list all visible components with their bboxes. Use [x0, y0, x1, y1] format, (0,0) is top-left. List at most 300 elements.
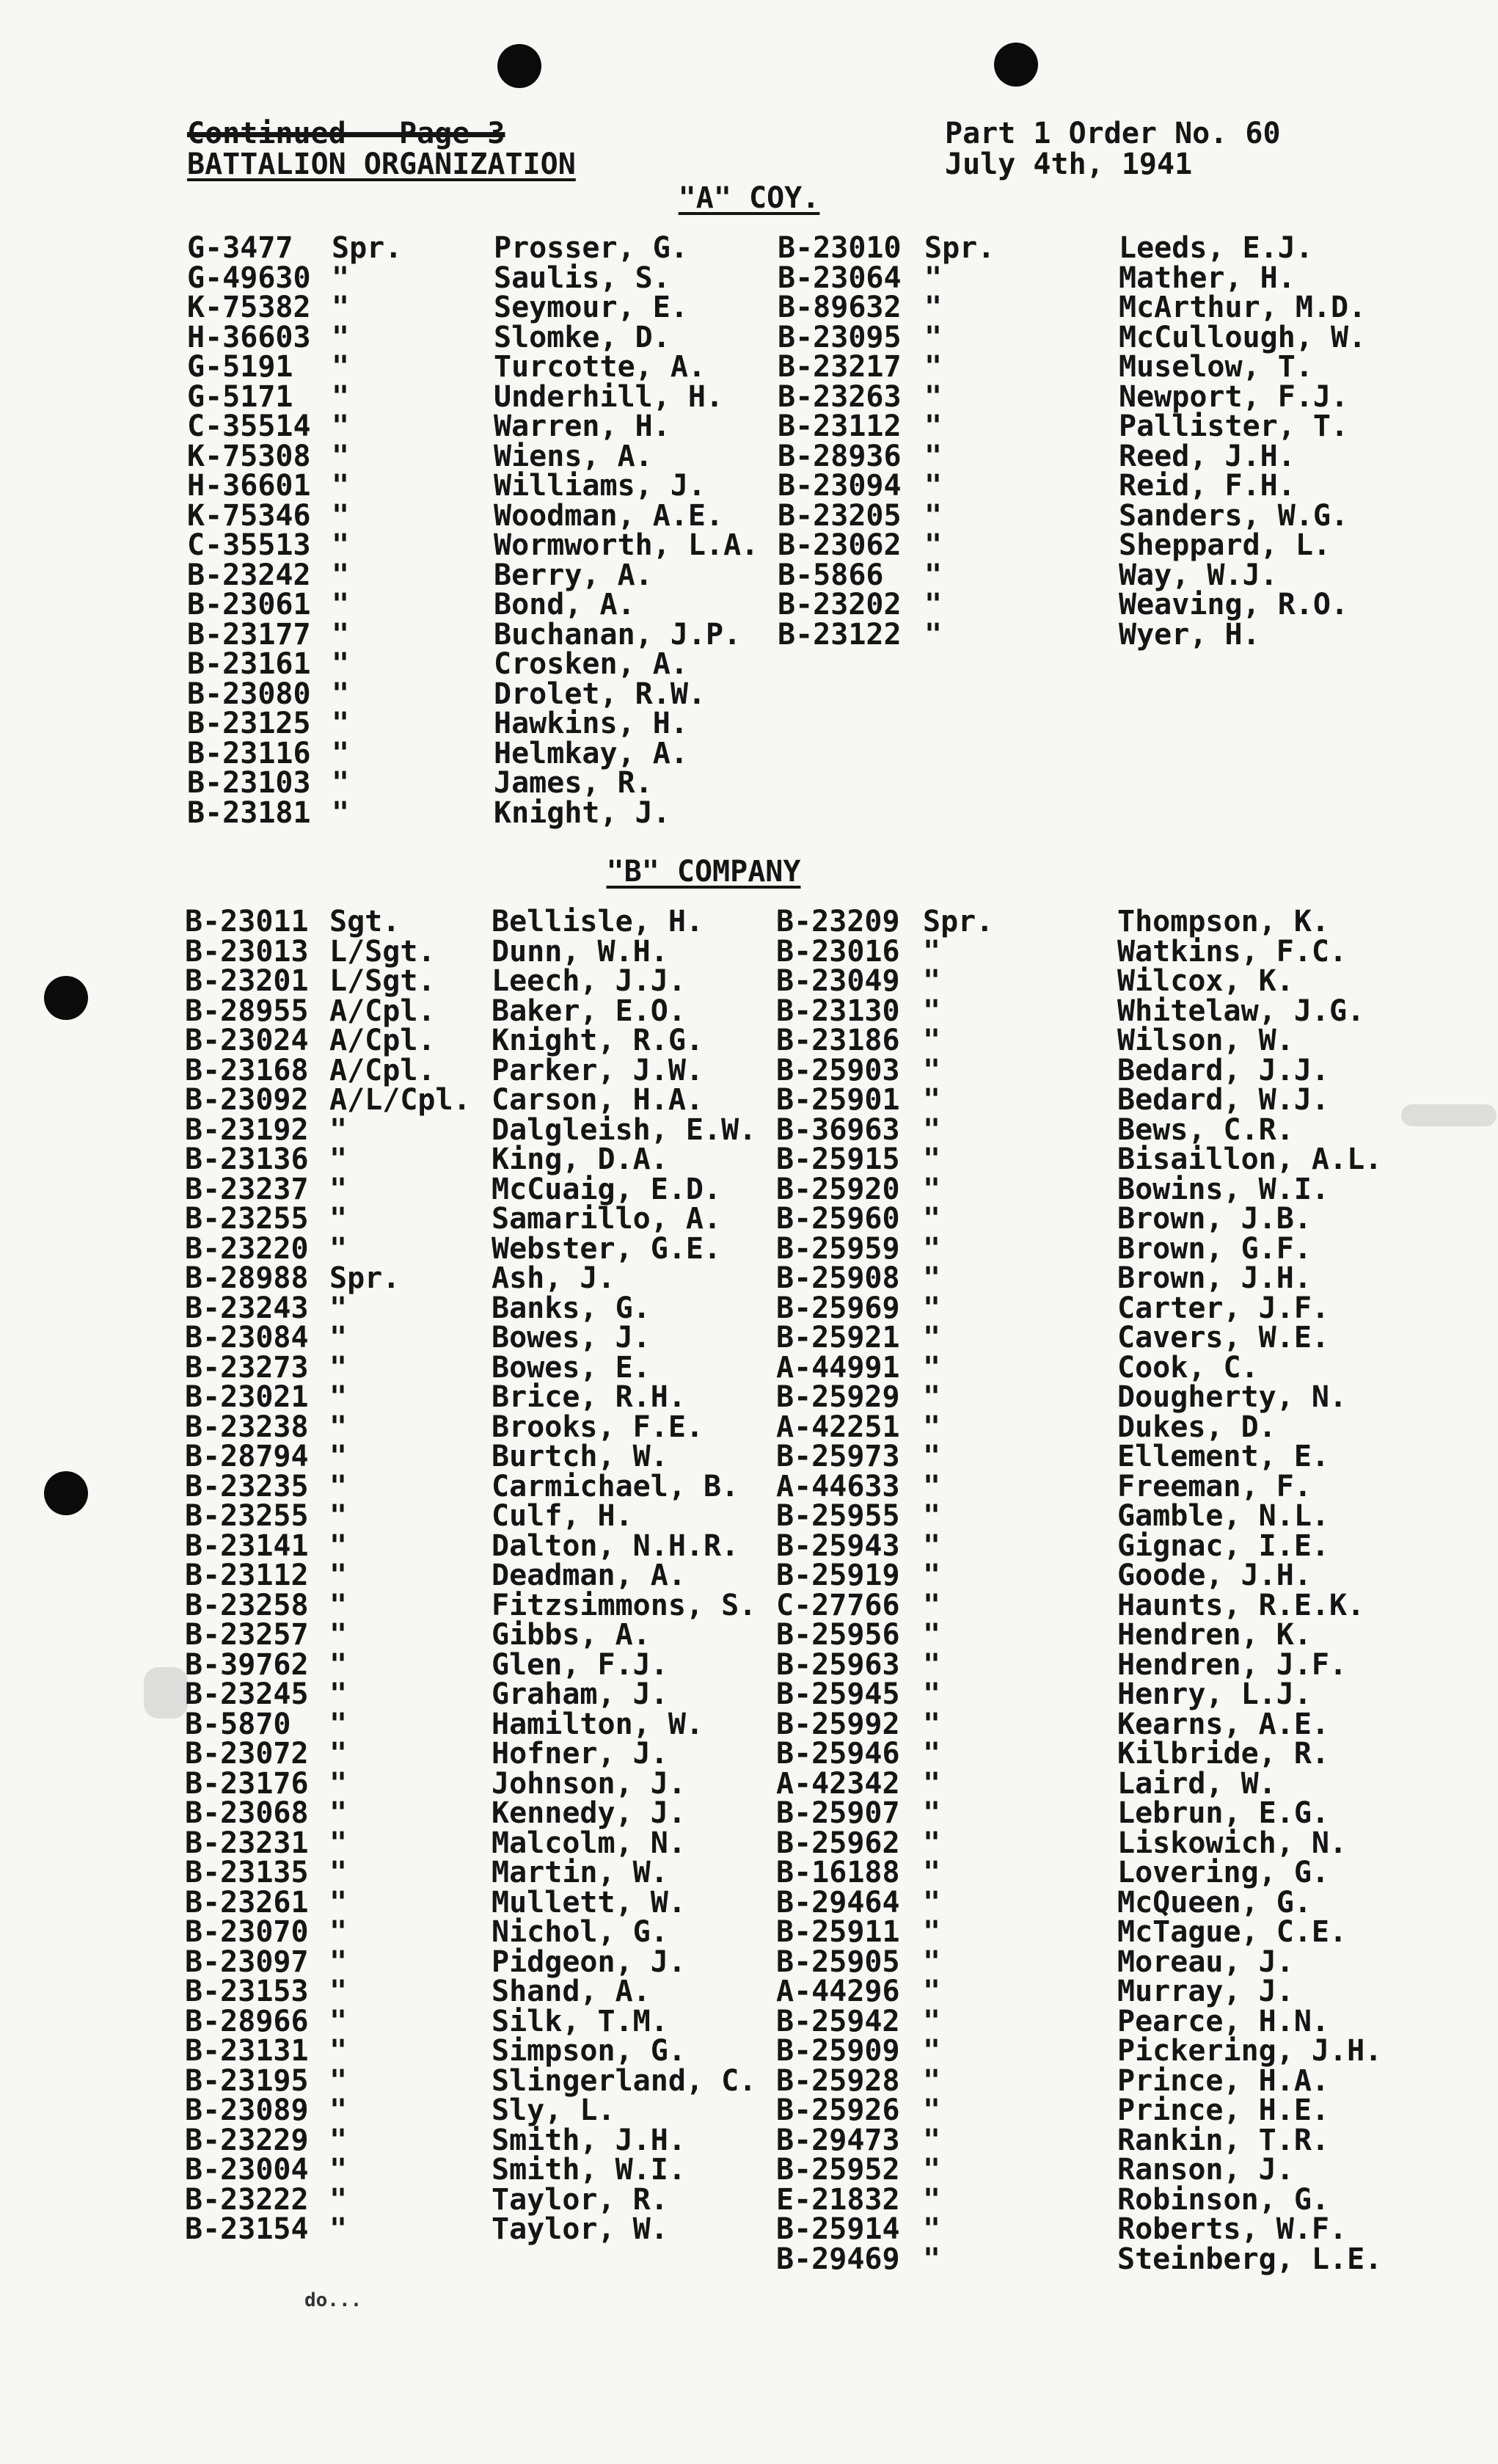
- regimental-number: B-23243: [185, 1291, 309, 1325]
- rank: ": [924, 439, 943, 473]
- regimental-number: B-25943: [776, 1528, 900, 1563]
- rank: ": [329, 1528, 348, 1563]
- regimental-number: B-23273: [185, 1350, 309, 1385]
- regimental-number: B-28936: [778, 439, 902, 473]
- rank: ": [923, 2242, 941, 2276]
- rank: Spr.: [924, 231, 995, 265]
- regimental-number: B-28966: [185, 2004, 309, 2038]
- rank: ": [923, 1766, 941, 1801]
- regimental-number: B-23122: [778, 617, 902, 652]
- rank: ": [329, 1796, 348, 1830]
- regimental-number: B-23136: [185, 1142, 309, 1176]
- rank: ": [332, 469, 350, 503]
- soldier-name: McCullough, W.: [1119, 320, 1367, 354]
- soldier-name: King, D.A.: [492, 1142, 668, 1176]
- regimental-number: B-5866: [778, 558, 884, 592]
- rank: ": [923, 1440, 941, 1473]
- regimental-number: B-23217: [778, 350, 902, 384]
- soldier-name: Culf, H.: [492, 1499, 633, 1533]
- soldier-name: Malcolm, N.: [492, 1826, 686, 1860]
- soldier-name: Fitzsimmons, S.: [492, 1588, 757, 1622]
- soldier-name: Seymour, E.: [494, 291, 688, 324]
- rank: ": [923, 1112, 941, 1147]
- regimental-number: B-23010: [778, 231, 902, 265]
- regimental-number: B-23011: [185, 905, 309, 938]
- rank: Sgt.: [329, 905, 401, 938]
- regimental-number: B-23097: [185, 1944, 309, 1979]
- soldier-name: Roberts, W.F.: [1117, 2212, 1348, 2246]
- regimental-number: B-23013: [185, 934, 309, 969]
- regimental-number: B-29473: [776, 2123, 900, 2157]
- rank: ": [923, 2004, 941, 2038]
- soldier-name: Sheppard, L.: [1119, 528, 1331, 562]
- rank: ": [923, 2212, 941, 2246]
- regimental-number: B-25903: [776, 1053, 900, 1087]
- rank: ": [923, 2034, 941, 2068]
- rank: ": [924, 528, 943, 562]
- soldier-name: Bowes, E.: [492, 1350, 651, 1385]
- rank: ": [332, 409, 350, 443]
- rank: ": [332, 498, 350, 533]
- punch-hole-top-left: [497, 44, 541, 88]
- soldier-name: McTague, C.E.: [1117, 1915, 1348, 1949]
- regimental-number: K-75346: [187, 498, 311, 533]
- regimental-number: B-23238: [185, 1410, 309, 1444]
- rank: ": [923, 1053, 941, 1087]
- soldier-name: Steinberg, L.E.: [1117, 2242, 1383, 2276]
- rank: ": [923, 1321, 941, 1355]
- regimental-number: B-23049: [776, 964, 900, 998]
- rank: ": [329, 1440, 348, 1473]
- rank: ": [332, 350, 350, 384]
- soldier-name: Rankin, T.R.: [1117, 2123, 1329, 2157]
- soldier-name: Prince, H.A.: [1117, 2063, 1329, 2098]
- rank: ": [329, 2212, 348, 2246]
- rank: ": [923, 1528, 941, 1563]
- soldier-name: Nichol, G.: [492, 1915, 668, 1949]
- rank: Spr.: [329, 1261, 401, 1295]
- rank: ": [923, 1024, 941, 1057]
- rank: ": [332, 795, 350, 830]
- rank: ": [329, 2182, 348, 2217]
- rank: ": [332, 617, 350, 652]
- rank: ": [924, 379, 943, 414]
- soldier-name: Brown, J.B.: [1117, 1202, 1312, 1236]
- regimental-number: B-23201: [185, 964, 309, 998]
- soldier-name: Brown, G.F.: [1117, 1231, 1312, 1266]
- regimental-number: B-23220: [185, 1231, 309, 1266]
- rank: ": [329, 1469, 348, 1503]
- soldier-name: Sanders, W.G.: [1119, 498, 1349, 533]
- regimental-number: B-25946: [776, 1737, 900, 1771]
- regimental-number: C-35514: [187, 409, 311, 443]
- rank: A/Cpl.: [329, 1024, 436, 1057]
- b-company-title-text: "B" COMPANY: [606, 855, 801, 889]
- soldier-name: Gamble, N.L.: [1117, 1499, 1329, 1533]
- soldier-name: Watkins, F.C.: [1117, 934, 1348, 969]
- soldier-name: Muselow, T.: [1119, 350, 1313, 384]
- rank: ": [329, 1112, 348, 1147]
- soldier-name: Dunn, W.H.: [492, 934, 668, 969]
- rank: ": [332, 766, 350, 800]
- rank: ": [329, 1350, 348, 1385]
- regimental-number: B-23072: [185, 1737, 309, 1771]
- soldier-name: Banks, G.: [492, 1291, 651, 1325]
- rank: ": [329, 1559, 348, 1592]
- regimental-number: B-25963: [776, 1647, 900, 1682]
- regimental-number: B-23202: [778, 588, 902, 622]
- regimental-number: G-49630: [187, 260, 311, 295]
- soldier-name: Ranson, J.: [1117, 2153, 1294, 2187]
- regimental-number: B-23263: [778, 379, 902, 414]
- soldier-name: Brooks, F.E.: [492, 1410, 704, 1444]
- soldier-name: Henry, L.J.: [1117, 1677, 1312, 1711]
- soldier-name: Berry, A.: [494, 558, 653, 592]
- soldier-name: Way, W.J.: [1119, 558, 1278, 592]
- soldier-name: Dukes, D.: [1117, 1410, 1276, 1444]
- soldier-name: Johnson, J.: [492, 1766, 686, 1801]
- rank: ": [923, 2063, 941, 2098]
- soldier-name: Hendren, J.F.: [1117, 1647, 1348, 1682]
- regimental-number: B-23229: [185, 2123, 309, 2157]
- scan-smudge-left: [144, 1667, 188, 1718]
- soldier-name: Kearns, A.E.: [1117, 1707, 1329, 1741]
- regimental-number: B-25960: [776, 1202, 900, 1236]
- rank: ": [329, 1975, 348, 2008]
- rank: ": [923, 1172, 941, 1206]
- regimental-number: B-25909: [776, 2034, 900, 2068]
- soldier-name: James, R.: [494, 766, 653, 800]
- soldier-name: Bisaillon, A.L.: [1117, 1142, 1383, 1176]
- rank: ": [923, 1469, 941, 1503]
- regimental-number: B-23080: [187, 677, 311, 711]
- soldier-name: Ellement, E.: [1117, 1440, 1329, 1473]
- soldier-name: Reid, F.H.: [1119, 469, 1296, 503]
- regimental-number: B-23141: [185, 1528, 309, 1563]
- soldier-name: Warren, H.: [494, 409, 671, 443]
- battalion-organization-heading: BATTALION ORGANIZATION: [187, 147, 576, 181]
- soldier-name: Deadman, A.: [492, 1559, 686, 1592]
- regimental-number: B-23209: [776, 905, 900, 938]
- soldier-name: Knight, J.: [494, 795, 671, 830]
- rank: ": [329, 1321, 348, 1355]
- regimental-number: B-23064: [778, 260, 902, 295]
- rank: ": [924, 498, 943, 533]
- rank: ": [329, 1885, 348, 1920]
- rank: ": [923, 1083, 941, 1117]
- regimental-number: B-23222: [185, 2182, 309, 2217]
- soldier-name: Bedard, J.J.: [1117, 1053, 1329, 1087]
- soldier-name: Taylor, W.: [492, 2212, 668, 2246]
- rank: ": [329, 1291, 348, 1325]
- regimental-number: B-23061: [187, 588, 311, 622]
- rank: ": [329, 1826, 348, 1860]
- rank: ": [924, 469, 943, 503]
- soldier-name: Thompson, K.: [1117, 905, 1329, 938]
- soldier-name: Bews, C.R.: [1117, 1112, 1294, 1147]
- soldier-name: Hamilton, W.: [492, 1707, 704, 1741]
- regimental-number: B-23135: [185, 1856, 309, 1889]
- regimental-number: B-23181: [187, 795, 311, 830]
- soldier-name: Carson, H.A.: [492, 1083, 704, 1117]
- rank: ": [923, 1707, 941, 1741]
- soldier-name: Simpson, G.: [492, 2034, 686, 2068]
- regimental-number: B-25959: [776, 1231, 900, 1266]
- soldier-name: Mather, H.: [1119, 260, 1296, 295]
- continued-label: Continued - Page 3: [187, 117, 505, 150]
- soldier-name: Bedard, W.J.: [1117, 1083, 1329, 1117]
- rank: ": [924, 558, 943, 592]
- regimental-number: B-23261: [185, 1885, 309, 1920]
- soldier-name: Haunts, R.E.K.: [1117, 1588, 1365, 1622]
- regimental-number: B-23062: [778, 528, 902, 562]
- soldier-name: Burtch, W.: [492, 1440, 668, 1473]
- regimental-number: B-23231: [185, 1826, 309, 1860]
- regimental-number: B-23235: [185, 1469, 309, 1503]
- regimental-number: B-23021: [185, 1380, 309, 1414]
- soldier-name: Kilbride, R.: [1117, 1737, 1329, 1771]
- soldier-name: Wormworth, L.A.: [494, 528, 759, 562]
- rank: ": [923, 1856, 941, 1889]
- soldier-name: Pickering, J.H.: [1117, 2034, 1383, 2068]
- rank: ": [329, 1707, 348, 1741]
- rank: ": [923, 1559, 941, 1592]
- rank: ": [332, 379, 350, 414]
- regimental-number: B-23245: [185, 1677, 309, 1711]
- soldier-name: Reed, J.H.: [1119, 439, 1296, 473]
- soldier-name: Bowins, W.I.: [1117, 1172, 1329, 1206]
- regimental-number: B-23131: [185, 2034, 309, 2068]
- regimental-number: B-36963: [776, 1112, 900, 1147]
- soldier-name: Cook, C.: [1117, 1350, 1259, 1385]
- soldier-name: Lebrun, E.G.: [1117, 1796, 1329, 1830]
- soldier-name: Samarillo, A.: [492, 1202, 722, 1236]
- regimental-number: B-23092: [185, 1083, 309, 1117]
- punch-hole-top-right: [994, 43, 1038, 87]
- rank: ": [329, 2034, 348, 2068]
- regimental-number: B-25921: [776, 1321, 900, 1355]
- soldier-name: Wilcox, K.: [1117, 964, 1294, 998]
- regimental-number: B-23095: [778, 320, 902, 354]
- regimental-number: G-5191: [187, 350, 293, 384]
- regimental-number: A-44296: [776, 1975, 900, 2008]
- soldier-name: Hawkins, H.: [494, 707, 688, 740]
- rank: ": [329, 1499, 348, 1533]
- rank: ": [329, 2063, 348, 2098]
- soldier-name: Knight, R.G.: [492, 1024, 704, 1057]
- order-date: July 4th, 1941: [945, 147, 1193, 181]
- rank: ": [924, 350, 943, 384]
- rank: ": [329, 2123, 348, 2157]
- rank: ": [329, 1647, 348, 1682]
- rank: ": [329, 1618, 348, 1652]
- soldier-name: Freeman, F.: [1117, 1469, 1312, 1503]
- regimental-number: B-23161: [187, 647, 311, 681]
- soldier-name: Turcotte, A.: [494, 350, 706, 384]
- regimental-number: A-44991: [776, 1350, 900, 1385]
- regimental-number: B-28794: [185, 1440, 309, 1473]
- soldier-name: Weaving, R.O.: [1119, 588, 1349, 622]
- soldier-name: Pearce, H.N.: [1117, 2004, 1329, 2038]
- soldier-name: Smith, W.I.: [492, 2153, 686, 2187]
- regimental-number: B-25901: [776, 1083, 900, 1117]
- regimental-number: B-25969: [776, 1291, 900, 1325]
- soldier-name: Dalton, N.H.R.: [492, 1528, 739, 1563]
- rank: ": [924, 320, 943, 354]
- rank: ": [923, 1885, 941, 1920]
- regimental-number: B-25915: [776, 1142, 900, 1176]
- rank: ": [332, 558, 350, 592]
- regimental-number: B-25955: [776, 1499, 900, 1533]
- order-number: Part 1 Order No. 60: [945, 117, 1281, 150]
- soldier-name: Wiens, A.: [494, 439, 653, 473]
- regimental-number: B-23255: [185, 1202, 309, 1236]
- regimental-number: B-23186: [776, 1024, 900, 1057]
- soldier-name: Dalgleish, E.W.: [492, 1112, 757, 1147]
- regimental-number: B-25926: [776, 2093, 900, 2127]
- rank: ": [923, 1796, 941, 1830]
- rank: ": [332, 647, 350, 681]
- b-company-title: [0, 855, 1453, 889]
- soldier-name: Brice, R.H.: [492, 1380, 686, 1414]
- soldier-name: Cavers, W.E.: [1117, 1321, 1329, 1355]
- rank: ": [329, 2093, 348, 2127]
- regimental-number: B-29469: [776, 2242, 900, 2276]
- regimental-number: B-25905: [776, 1944, 900, 1979]
- regimental-number: A-42251: [776, 1410, 900, 1444]
- regimental-number: B-23237: [185, 1172, 309, 1206]
- rank: ": [923, 1380, 941, 1414]
- regimental-number: G-5171: [187, 379, 293, 414]
- soldier-name: Liskowich, N.: [1117, 1826, 1348, 1860]
- regimental-number: B-25920: [776, 1172, 900, 1206]
- rank: ": [923, 994, 941, 1028]
- regimental-number: B-28955: [185, 994, 309, 1028]
- soldier-name: Saulis, S.: [494, 260, 671, 295]
- regimental-number: B-25962: [776, 1826, 900, 1860]
- regimental-number: C-35513: [187, 528, 311, 562]
- rank: ": [923, 1588, 941, 1622]
- soldier-name: Robinson, G.: [1117, 2182, 1329, 2217]
- rank: ": [923, 2182, 941, 2217]
- regimental-number: A-44633: [776, 1469, 900, 1503]
- punch-hole-left-upper: [44, 976, 88, 1020]
- regimental-number: B-23016: [776, 934, 900, 969]
- regimental-number: H-36603: [187, 320, 311, 354]
- rank: ": [924, 291, 943, 324]
- soldier-name: Kennedy, J.: [492, 1796, 686, 1830]
- regimental-number: B-23068: [185, 1796, 309, 1830]
- rank: ": [923, 1677, 941, 1711]
- regimental-number: B-25992: [776, 1707, 900, 1741]
- soldier-name: Gignac, I.E.: [1117, 1528, 1329, 1563]
- soldier-name: Prince, H.E.: [1117, 2093, 1329, 2127]
- regimental-number: B-23116: [187, 736, 311, 770]
- soldier-name: Brown, J.H.: [1117, 1261, 1312, 1295]
- soldier-name: Crosken, A.: [494, 647, 688, 681]
- rank: ": [329, 1588, 348, 1622]
- regimental-number: K-75382: [187, 291, 311, 324]
- soldier-name: Dougherty, N.: [1117, 1380, 1348, 1414]
- rank: ": [923, 1618, 941, 1652]
- soldier-name: Slomke, D.: [494, 320, 671, 354]
- soldier-name: Taylor, R.: [492, 2182, 668, 2217]
- regimental-number: B-25914: [776, 2212, 900, 2246]
- regimental-number: B-25907: [776, 1796, 900, 1830]
- rank: ": [923, 934, 941, 969]
- soldier-name: Shand, A.: [492, 1975, 651, 2008]
- rank: ": [923, 1647, 941, 1682]
- soldier-name: Sly, L.: [492, 2093, 615, 2127]
- soldier-name: Whitelaw, J.G.: [1117, 994, 1365, 1028]
- rank: ": [923, 964, 941, 998]
- regimental-number: B-39762: [185, 1647, 309, 1682]
- rank: ": [329, 2004, 348, 2038]
- rank: ": [329, 1915, 348, 1949]
- soldier-name: Carter, J.F.: [1117, 1291, 1329, 1325]
- soldier-name: Goode, J.H.: [1117, 1559, 1312, 1592]
- soldier-name: Silk, T.M.: [492, 2004, 668, 2038]
- rank: ": [329, 1856, 348, 1889]
- rank: ": [332, 677, 350, 711]
- regimental-number: B-28988: [185, 1261, 309, 1295]
- regimental-number: B-23004: [185, 2153, 309, 2187]
- scan-smudge: [1401, 1104, 1497, 1126]
- rank: ": [332, 588, 350, 622]
- rank: ": [924, 260, 943, 295]
- rank: ": [329, 1380, 348, 1414]
- rank: ": [924, 617, 943, 652]
- regimental-number: G-3477: [187, 231, 293, 265]
- rank: ": [923, 1202, 941, 1236]
- soldier-name: Newport, F.J.: [1119, 379, 1349, 414]
- regimental-number: B-25945: [776, 1677, 900, 1711]
- regimental-number: B-25942: [776, 2004, 900, 2038]
- rank: ": [332, 528, 350, 562]
- soldier-name: Williams, J.: [494, 469, 706, 503]
- soldier-name: Gibbs, A.: [492, 1618, 651, 1652]
- rank: ": [924, 588, 943, 622]
- soldier-name: Smith, J.H.: [492, 2123, 686, 2157]
- rank: ": [332, 439, 350, 473]
- soldier-name: Graham, J.: [492, 1677, 668, 1711]
- regimental-number: C-27766: [776, 1588, 900, 1622]
- regimental-number: B-25908: [776, 1261, 900, 1295]
- regimental-number: K-75308: [187, 439, 311, 473]
- regimental-number: B-23153: [185, 1975, 309, 2008]
- soldier-name: Leech, J.J.: [492, 964, 686, 998]
- rank: ": [329, 1737, 348, 1771]
- soldier-name: Lovering, G.: [1117, 1856, 1329, 1889]
- rank: L/Sgt.: [329, 934, 436, 969]
- rank: ": [332, 707, 350, 740]
- regimental-number: B-23242: [187, 558, 311, 592]
- rank: ": [329, 1410, 348, 1444]
- soldier-name: Glen, F.J.: [492, 1647, 668, 1682]
- soldier-name: Mullett, W.: [492, 1885, 686, 1920]
- soldier-name: Underhill, H.: [494, 379, 724, 414]
- regimental-number: B-25919: [776, 1559, 900, 1592]
- soldier-name: Martin, W.: [492, 1856, 668, 1889]
- soldier-name: Laird, W.: [1117, 1766, 1276, 1801]
- soldier-name: Buchanan, J.P.: [494, 617, 742, 652]
- soldier-name: Webster, G.E.: [492, 1231, 722, 1266]
- regimental-number: B-23176: [185, 1766, 309, 1801]
- regimental-number: B-23257: [185, 1618, 309, 1652]
- regimental-number: B-23024: [185, 1024, 309, 1057]
- regimental-number: B-25952: [776, 2153, 900, 2187]
- regimental-number: B-23195: [185, 2063, 309, 2098]
